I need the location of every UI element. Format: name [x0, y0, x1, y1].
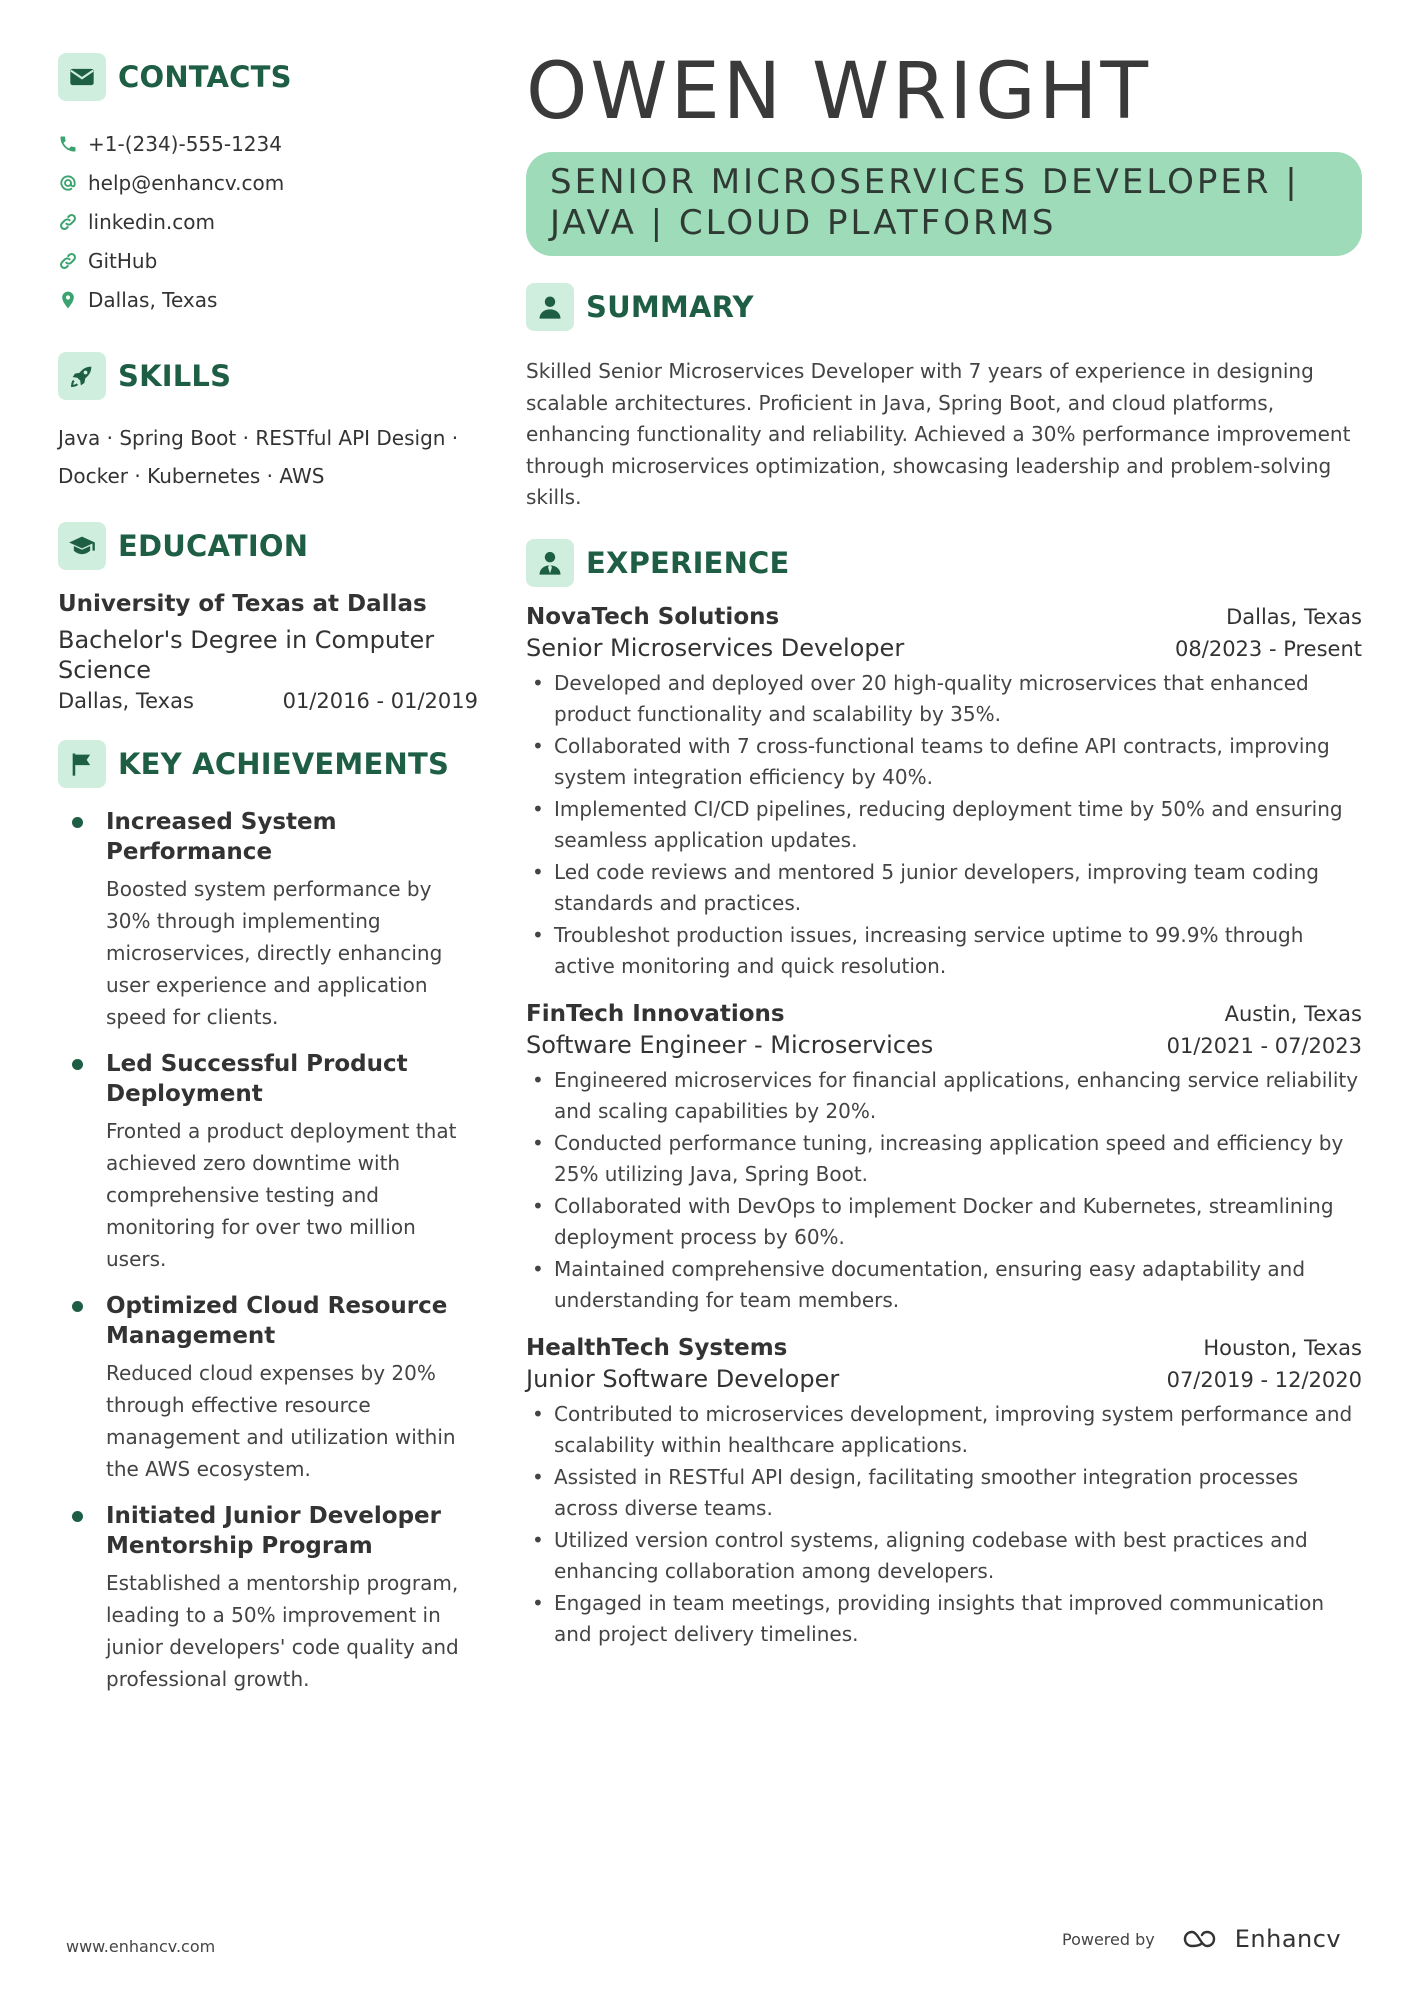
contact-github-text: GitHub: [88, 248, 158, 273]
job-location: Houston, Texas: [1203, 1335, 1362, 1360]
job-header: [526, 1001, 1362, 1027]
achievement-desc: Established a mentorship program, leading to a 50% improvement in junior developers' code quality and professional growth.: [106, 1571, 459, 1691]
achievements-title: KEY ACHIEVEMENTS: [118, 747, 450, 781]
job-bullet: • Engaged in team meetings, providing insights that improved communication and project delivery timelines.: [526, 1588, 1362, 1651]
summary-text: Skilled Senior Microservices Developer with 7 years of experience in designing scalable architectures. Proficient in Java, Spring Boot, and cloud platforms, enhancing functionality and reliability. Achieved a 30% performance improvement through microservices optimization, showcasing leadership and problem-solving skills.: [526, 359, 1351, 509]
footer-website[interactable]: www.enhancv.com: [66, 1937, 216, 1956]
contact-github[interactable]: [58, 241, 478, 280]
contact-list: [58, 124, 478, 319]
job-bullets: [526, 1065, 1362, 1317]
achievement-title: Initiated Junior Developer Mentorship Program: [106, 1503, 441, 1559]
job-bullet: • Conducted performance tuning, increasing application speed and efficiency by 25% utilizing Java, Spring Boot.: [526, 1128, 1362, 1191]
achievement-item: [58, 1291, 478, 1485]
link-icon: [58, 251, 78, 271]
contacts-title: CONTACTS: [118, 60, 292, 94]
job-dates: 01/2021 - 07/2023: [1166, 1033, 1362, 1058]
candidate-title: SENIOR MICROSERVICES DEVELOPER | JAVA | CLOUD PLATFORMS: [526, 152, 1362, 256]
job-bullet: • Implemented CI/CD pipelines, reducing deployment time by 50% and ensuring seamless application updates.: [526, 794, 1362, 857]
achievement-item: [58, 1501, 478, 1695]
powered-by-text: Powered by: [1062, 1929, 1155, 1949]
education-header: [58, 521, 478, 571]
job-entry: [526, 1335, 1362, 1651]
job-header: [526, 1335, 1362, 1361]
job-bullets: [526, 1399, 1362, 1651]
achievements-header: [58, 739, 478, 789]
achievement-item: [58, 807, 478, 1033]
flag-icon: [58, 740, 106, 788]
job-bullet: • Developed and deployed over 20 high-quality microservices that enhanced product functionality and scalability by 35%.: [526, 668, 1362, 731]
job-bullet: • Engineered microservices for financial applications, enhancing service reliability and scaling capabilities by 20%.: [526, 1065, 1362, 1128]
achievement-desc: Fronted a product deployment that achieved zero downtime with comprehensive testing and monitoring for over two million users.: [106, 1119, 457, 1271]
phone-icon: [58, 134, 78, 154]
contact-phone[interactable]: [58, 124, 478, 163]
skills-title: SKILLS: [118, 359, 232, 393]
contact-email[interactable]: [58, 163, 478, 202]
bullet-dot: [72, 1301, 83, 1312]
education-school: University of Texas at Dallas: [58, 591, 427, 617]
job-company: FinTech Innovations: [526, 1000, 785, 1027]
achievement-title: Optimized Cloud Resource Management: [106, 1293, 448, 1349]
enhancv-brand-text: Enhancv: [1234, 1925, 1342, 1953]
candidate-name: OWEN WRIGHT: [526, 47, 1152, 137]
job-location: Austin, Texas: [1224, 1001, 1362, 1026]
skills-line-2: Docker · Kubernetes · AWS: [58, 464, 325, 488]
job-subheader: [526, 1365, 1362, 1393]
left-column: [58, 52, 478, 1711]
achievement-desc: Reduced cloud expenses by 20% through effective resource management and utilization within the AWS ecosystem.: [106, 1361, 456, 1481]
bullet-dot: [72, 1511, 83, 1522]
contact-phone-text: +1-(234)-555-1234: [88, 131, 282, 156]
achievement-item: [58, 1049, 478, 1275]
job-company: NovaTech Solutions: [526, 603, 780, 630]
experience-header: [526, 538, 1362, 588]
job-bullet: • Contributed to microservices development, improving system performance and scalability within healthcare applications.: [526, 1399, 1362, 1462]
envelope-icon: [58, 53, 106, 101]
contact-linkedin[interactable]: [58, 202, 478, 241]
job-role: Senior Microservices Developer: [526, 633, 905, 662]
job-bullet: • Led code reviews and mentored 5 junior developers, improving team coding standards and practices.: [526, 857, 1362, 920]
user-icon: [526, 283, 574, 331]
job-header: [526, 604, 1362, 630]
education-title: EDUCATION: [118, 529, 309, 563]
contacts-header: [58, 52, 478, 102]
job-entry: [526, 1001, 1362, 1317]
achievement-desc: Boosted system performance by 30% through implementing microservices, directly enhancing user experience and application speed for clients.: [106, 877, 443, 1029]
job-role: Software Engineer - Microservices: [526, 1030, 934, 1059]
footer-branding: [1062, 1925, 1341, 1953]
skills-line-1: Java · Spring Boot · RESTful API Design ·: [58, 426, 459, 450]
job-bullet: • Troubleshot production issues, increasing service uptime to 99.9% through active monitoring and quick resolution.: [526, 920, 1362, 983]
user-tie-icon: [526, 539, 574, 587]
link-icon: [58, 212, 78, 232]
job-role: Junior Software Developer: [526, 1364, 840, 1393]
bullet-dot: [72, 817, 83, 828]
job-dates: 07/2019 - 12/2020: [1166, 1367, 1362, 1392]
job-bullet: • Collaborated with 7 cross-functional teams to define API contracts, improving system integration efficiency by 40%.: [526, 731, 1362, 794]
enhancv-logo-icon: [1181, 1926, 1227, 1952]
job-bullet: • Maintained comprehensive documentation, ensuring easy adaptability and understanding for team members.: [526, 1254, 1362, 1317]
at-icon: [58, 173, 78, 193]
job-entry: [526, 604, 1362, 983]
summary-header: [526, 282, 1362, 332]
skills-header: [58, 351, 478, 401]
location-icon: [58, 290, 78, 310]
bullet-dot: [72, 1059, 83, 1070]
education-dates: 01/2016 - 01/2019: [282, 689, 478, 713]
job-subheader: [526, 1031, 1362, 1059]
job-company: HealthTech Systems: [526, 1334, 788, 1361]
achievements-list: [58, 807, 478, 1695]
job-bullets: [526, 668, 1362, 983]
achievement-title: Led Successful Product Deployment: [106, 1051, 408, 1107]
contact-location-text: Dallas, Texas: [88, 287, 218, 312]
summary-title: SUMMARY: [586, 290, 754, 324]
contact-email-text: help@enhancv.com: [88, 170, 285, 195]
skills-list: [58, 419, 478, 495]
job-location: Dallas, Texas: [1226, 604, 1362, 629]
job-bullet: • Utilized version control systems, aligning codebase with best practices and enhancing collaboration among developers.: [526, 1525, 1362, 1588]
job-subheader: [526, 634, 1362, 662]
enhancv-logo[interactable]: [1181, 1925, 1341, 1953]
rocket-icon: [58, 352, 106, 400]
education-location: Dallas, Texas: [58, 689, 194, 713]
right-column: [526, 47, 1362, 1651]
education-degree: Bachelor's Degree in Computer Science: [58, 626, 435, 684]
contact-linkedin-text: linkedin.com: [88, 209, 215, 234]
achievement-title: Increased System Performance: [106, 809, 337, 865]
job-bullet: • Collaborated with DevOps to implement Docker and Kubernetes, streamlining deployment process by 60%.: [526, 1191, 1362, 1254]
job-dates: 08/2023 - Present: [1175, 636, 1362, 661]
experience-title: EXPERIENCE: [586, 545, 790, 580]
education-meta: [58, 689, 478, 713]
job-bullet: • Assisted in RESTful API design, facilitating smoother integration processes across diverse teams.: [526, 1462, 1362, 1525]
contact-location: [58, 280, 478, 319]
graduation-cap-icon: [58, 522, 106, 570]
